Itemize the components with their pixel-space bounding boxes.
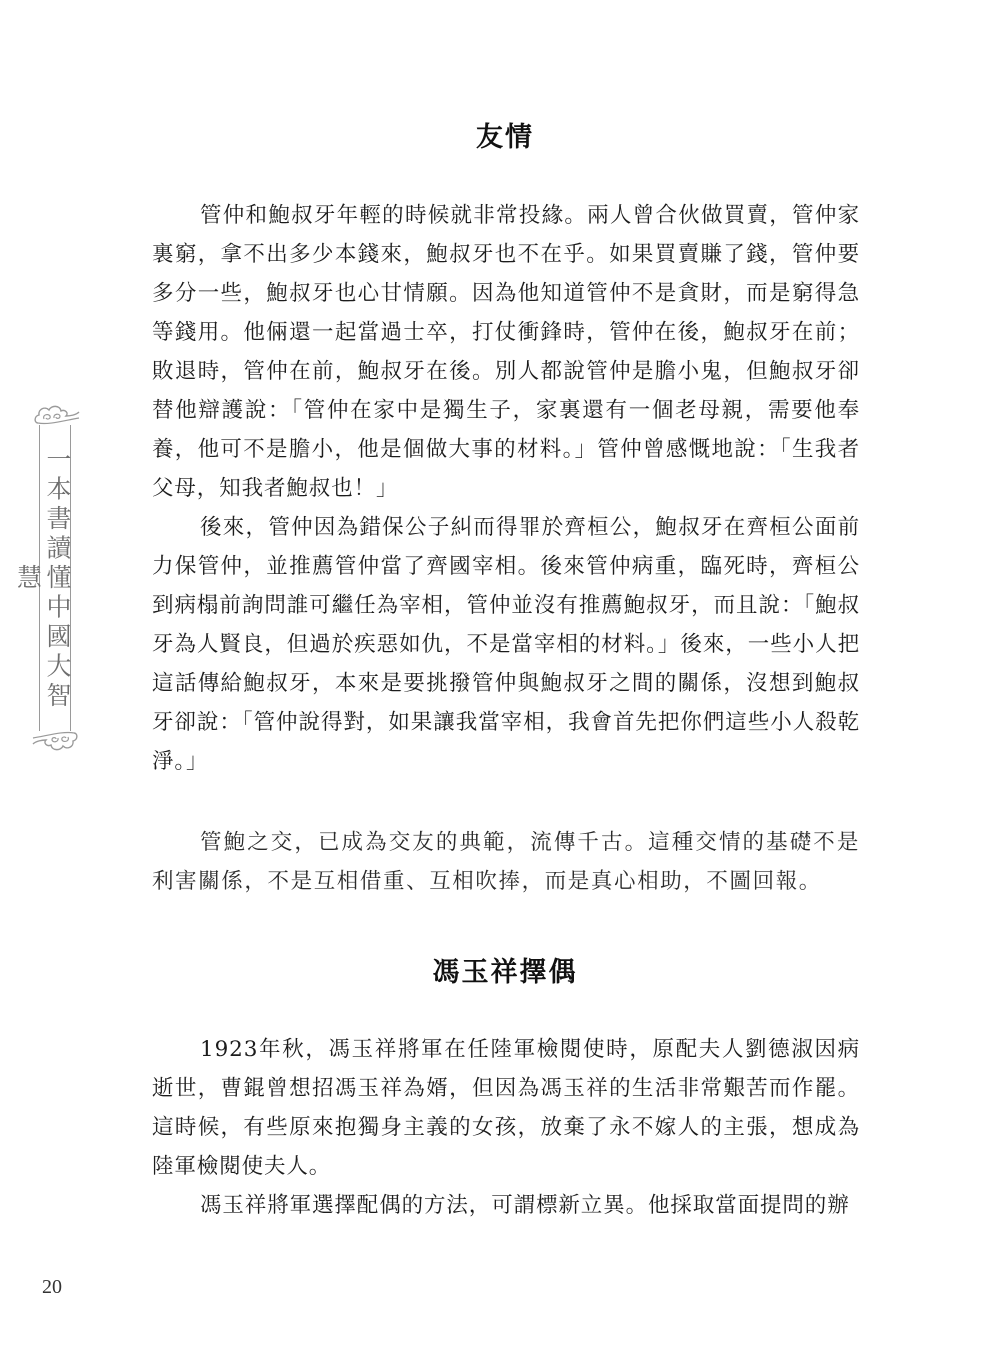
body-paragraph: 馮玉祥將軍選擇配偶的方法，可謂標新立異。他採取當面提問的辦: [200, 1193, 850, 1218]
section-body: [152, 1030, 860, 1225]
body-paragraph: 後來，管仲因為錯保公子糾而得罪於齊桓公，鮑叔牙在齊桓公面前力保管仲，並推薦管仲當了齊國宰相。後來管仲病重，臨死時，齊桓公到病榻前詢問誰可繼任為宰相，管仲並沒有推薦鮑叔牙，而且說：「鮑叔牙為人賢良，但過於疾惡如仇，不是當宰相的材料。」後來，一些小人把這話傳給鮑叔牙，本來是要挑撥管仲與鮑叔牙之間的關係，沒想到鮑叔牙卻說：「管仲說得對，如果讓我當宰相，我會首先把你們這些小人殺乾淨。」: [152, 515, 860, 774]
page-number: 20: [42, 1276, 62, 1298]
section-body: [152, 196, 860, 781]
section-title: 友情: [476, 122, 534, 153]
commentary-paragraph: 管鮑之交，已成為交友的典範，流傳千古。這種交情的基礎不是利害關係，不是互相借重、互相吹捧，而是真心相助，不圖回報。: [152, 830, 860, 894]
cloud-ornament-icon: [32, 729, 80, 753]
side-banner: [13, 403, 82, 753]
book-title-vertical: 一本書讀懂中國大智慧: [13, 446, 72, 712]
commentary-block: [152, 823, 860, 901]
body-paragraph: 1923年秋，馮玉祥將軍在任陸軍檢閱使時，原配夫人劉德淑因病逝世，曹錕曾想招馮玉祥為婿，但因為馮玉祥的生活非常艱苦而作罷。這時候，有些原來抱獨身主義的女孩，放棄了永不嫁人的主張，想成為陸軍檢閱使夫人。: [152, 1037, 860, 1179]
section-title: 馮玉祥擇偶: [432, 957, 578, 988]
cloud-ornament-icon: [32, 403, 80, 427]
body-paragraph: 管仲和鮑叔牙年輕的時候就非常投緣。兩人曾合伙做買賣，管仲家裏窮，拿不出多少本錢來，鮑叔牙也不在乎。如果買賣賺了錢，管仲要多分一些，鮑叔牙也心甘情願。因為他知道管仲不是貪財，而是窮得急等錢用。他倆還一起當過士卒，打仗衝鋒時，管仲在後，鮑叔牙在前；敗退時，管仲在前，鮑叔牙在後。別人都說管仲是膽小鬼，但鮑叔牙卻替他辯護說：「管仲在家中是獨生子，家裏還有一個老母親，需要他奉養，他可不是膽小，他是個做大事的材料。」管仲曾感慨地說：「生我者父母，知我者鮑叔也！」: [152, 203, 860, 501]
